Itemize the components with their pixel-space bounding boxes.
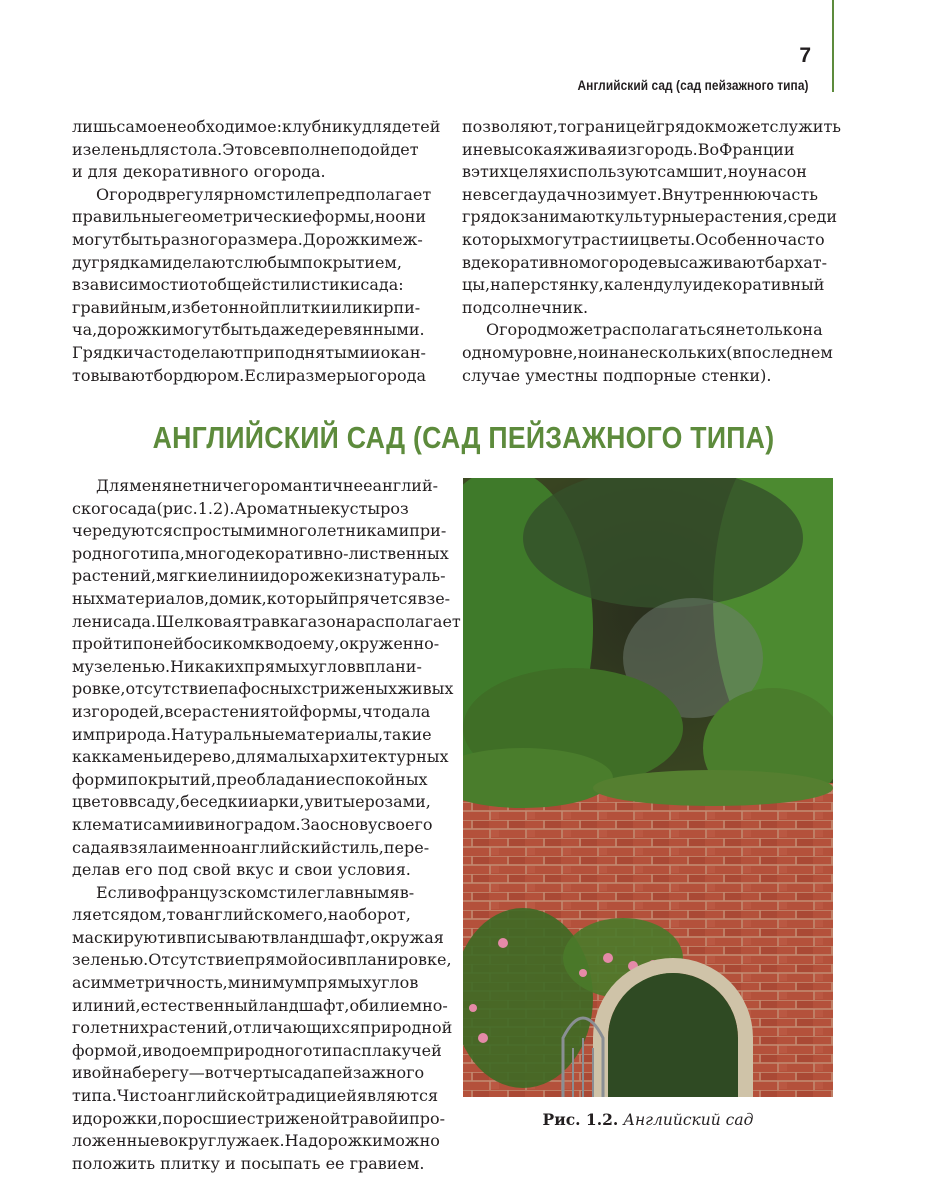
paragraph [72, 882, 453, 1176]
figure-caption [463, 1110, 833, 1129]
text-line: цы,наперстянку,календулуидекоративный [462, 275, 825, 295]
paragraph [462, 319, 833, 387]
text-line: Огородврегулярномстилепредполагает [96, 184, 432, 204]
text-line: позволяют,тограницейгрядокможетслужить [462, 117, 842, 136]
text-line: Огородможетрасполагатьсянетолькона [486, 320, 823, 340]
text-line: маскируютивписываютвландшафт,окружая [72, 927, 444, 947]
text-line: Дляменянетничегоромантичнееанглий- [96, 476, 439, 495]
text-line: гравийным,избетоннойплиткииликирпи- [72, 297, 421, 317]
paragraph [72, 475, 461, 882]
text-line: ивойнаберегу—вотчертысадапейзажного [72, 1063, 425, 1083]
text-line: невсегдаудачнозимует.Внутреннюючасть [462, 184, 818, 204]
text-line: иневысокаяживаяизгородь.ВоФранции [462, 139, 795, 159]
text-line: могутбытьразногоразмера.Дорожкимеж- [72, 229, 423, 249]
text-line: пройтипонейбосикомкводоему,окруженно- [72, 634, 440, 654]
top-right-column [462, 116, 842, 387]
text-line: музеленью.Никакихпрямыхугловвплани- [72, 656, 422, 676]
figure-label: Рис. 1.2. [542, 1110, 619, 1129]
text-line: и для декоративного огорода. [72, 162, 326, 182]
garden-wall-illustration [463, 478, 833, 1097]
text-line: садаявзялаименноанглийскийстиль,пере- [72, 837, 430, 857]
text-line: делав его под свой вкус и свои условия. [72, 860, 411, 880]
text-line: случае уместны подпорные стенки). [462, 365, 772, 385]
section-body-column [72, 475, 461, 1175]
text-line: Есливофранцузскомстилеглавнымяв- [96, 882, 415, 902]
text-line: родноготипа,многодекоративно-лиственных [72, 543, 449, 563]
text-line: положить плитку и посыпать ее гравием. [72, 1153, 425, 1173]
text-line: цветоввсаду,беседкииарки,увитыерозами, [72, 792, 431, 812]
text-line: каккаменьидерево,длямалыхархитектурных [72, 747, 449, 767]
text-line: ныхматериалов,домик,которыйпрячетсявзе- [72, 588, 451, 608]
text-line: ровке,отсутствиепафосныхстриженыхживых [72, 679, 454, 699]
text-line: ча,дорожкимогутбытьдажедеревянными. [72, 320, 425, 340]
text-line: скогосада(рис.1.2).Ароматныекустыроз [72, 498, 409, 518]
text-line: типа.Чистоанглийскойтрадициейявляются [72, 1086, 439, 1106]
paragraph [72, 116, 440, 184]
text-line: Грядкичастоделаютприподнятымииокан- [72, 342, 426, 362]
text-line: илиний,естественныйландшафт,обилиемно- [72, 995, 448, 1015]
text-line: асимметричность,минимумпрямыхуглов [72, 973, 419, 993]
top-left-column [72, 116, 440, 387]
section-heading: АНГЛИЙСКИЙ САД (САД ПЕЙЗАЖНОГО ТИПА) [152, 420, 775, 455]
margin-rule [832, 0, 834, 92]
paragraph [462, 116, 842, 319]
figure-title: Английский сад [623, 1111, 754, 1129]
text-line: зеленью.Отсутствиепрямойосивпланировке, [72, 950, 452, 970]
text-line: ленисада.Шелковаятравкагазонарасполагает [72, 611, 461, 631]
text-line: товываютбордюром.Еслиразмерыогорода [72, 365, 427, 385]
text-line: клематисамиивиноградом.Заосновусвоего [72, 814, 433, 834]
text-line: правильныегеометрическиеформы,ноони [72, 207, 427, 227]
english-garden-photo [463, 478, 833, 1097]
text-line: изеленьдлястола.Этовсевполнеподойдет [72, 139, 419, 159]
text-line: формипокрытий,преобладаниеспокойных [72, 769, 428, 789]
text-line: которыхмогутрастиицветы.Особенночасто [462, 229, 825, 249]
text-line: чередуютсяспростымимноголетникамипри- [72, 521, 447, 541]
text-line: растений,мягкиелиниидорожекизнатураль- [72, 566, 446, 586]
text-line: ляетсядом,тованглийскомего,наоборот, [72, 905, 411, 925]
text-line: идорожки,поросшиестриженойтравойипро- [72, 1108, 446, 1128]
text-line: имприрода.Натуральныематериалы,такие [72, 724, 432, 744]
text-line: дугрядкамиделаютслюбымпокрытием, [72, 252, 402, 272]
page-number: 7 [799, 44, 811, 67]
text-line: подсолнечник. [462, 297, 589, 317]
text-line: голетнихрастений,отличающихсяприродной [72, 1018, 453, 1038]
running-header: Английский сад (сад пейзажного типа) [577, 78, 809, 93]
text-line: ложенныевокруглужаек.Надорожкиможно [72, 1131, 440, 1151]
text-line: одномуровне,ноинанескольких(впоследнем [462, 342, 833, 362]
text-line: вэтихцеляхиспользуютсамшит,ноунасон [462, 162, 807, 182]
text-line: грядокзанимаюткультурныерастения,среди [462, 207, 837, 227]
text-line: формой,иводоемприродноготипасплакучей [72, 1040, 442, 1060]
text-line: вдекоративномогородевысаживаютбархат- [462, 252, 828, 272]
text-line: взависимостиотобщейстилистикисада: [72, 275, 404, 295]
paragraph [72, 184, 440, 387]
text-line: лишьсамоенеобходимое:клубникудлядетей [72, 117, 441, 136]
text-line: изгородей,всерастениятойформы,чтодала [72, 701, 431, 721]
